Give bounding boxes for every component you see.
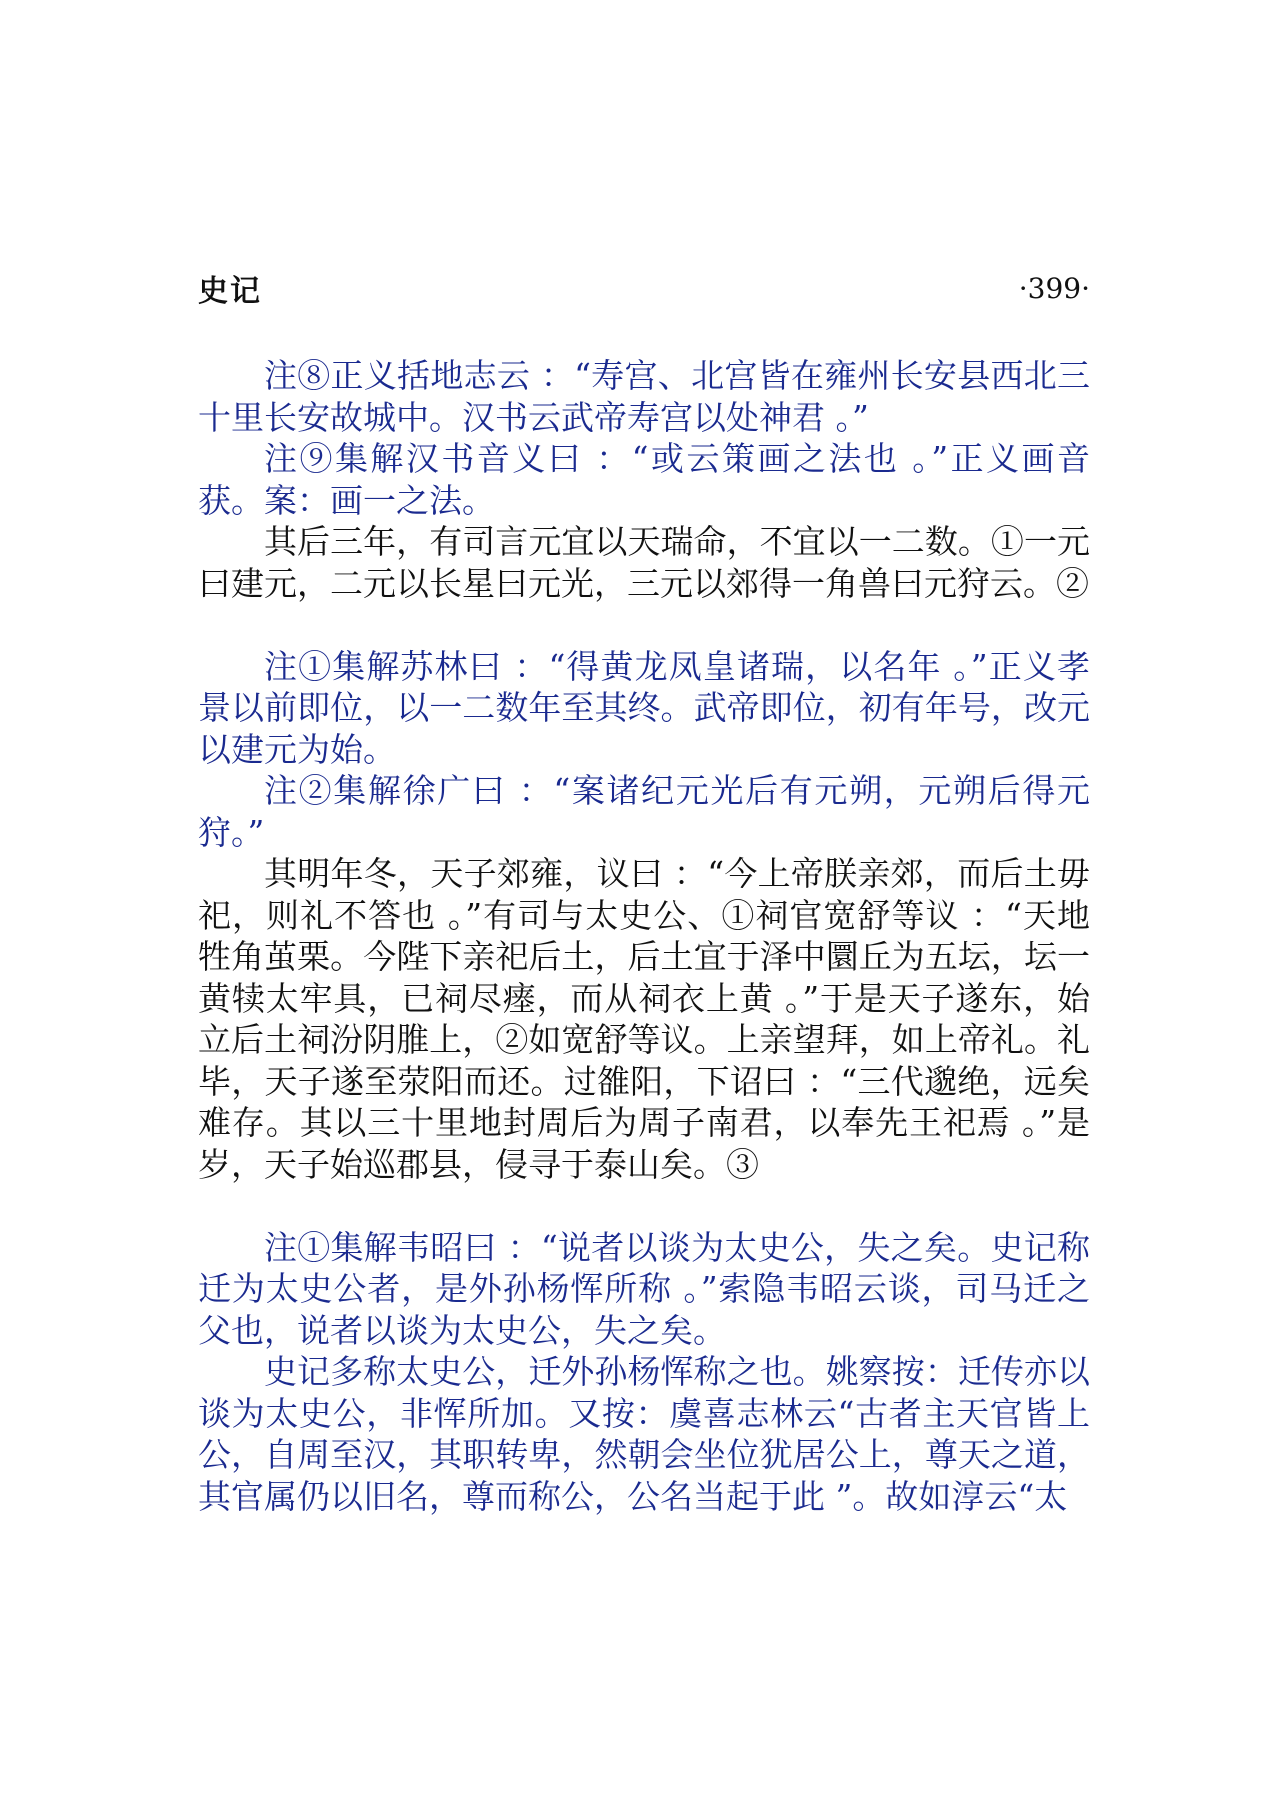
main-text-paragraph: 其后三年，有司言元宜以天瑞命，不宜以一二数。①一元曰建元，二元以长星曰元光，三元以郊得一角兽曰元狩云。② <box>198 522 1090 603</box>
annotation-paragraph: 注⑧正义括地志云 ：“寿宫、北宫皆在雍州长安县西北三十里长安故城中。汉书云武帝寿宫以处神君 。” <box>198 356 1090 437</box>
page-number: ·399· <box>1018 271 1090 305</box>
page-header <box>198 264 1090 312</box>
paragraph-gap <box>198 604 1090 646</box>
annotation-paragraph: 注①集解苏林曰 ：“得黄龙凤皇诸瑞，以名年 。”正义孝景以前即位，以一二数年至其终。武帝即位，初有年号，改元以建元为始。 <box>198 646 1090 769</box>
annotation-paragraph: 史记多称太史公，迁外孙杨恽称之也。姚察按：迁传亦以谈为太史公，非恽所加。又按：虞喜志林云“古者主天官皆上公，自周至汉，其职转卑，然朝会坐位犹居公上，尊天之道，其官属仍以旧名，尊而称公，公名当起于此 ”。故如淳云“太 <box>198 1352 1090 1516</box>
paragraph-gap <box>198 1185 1090 1227</box>
annotation-paragraph: 注①集解韦昭曰 ：“说者以谈为太史公，失之矣。史记称迁为太史公者，是外孙杨恽所称 。”索隐韦昭云谈，司马迁之父也，说者以谈为太史公，失之矣。 <box>198 1227 1090 1350</box>
page-body <box>198 355 1090 1517</box>
running-title: 史记 <box>198 274 262 309</box>
annotation-paragraph: 注②集解徐广曰 ：“案诸纪元光后有元朔，元朔后得元狩。” <box>198 771 1090 852</box>
main-text-paragraph: 其明年冬，天子郊雍，议曰 ：“今上帝朕亲郊，而后土毋祀，则礼不答也 。”有司与太史公、①祠官宽舒等议 ：“天地牲角茧栗。今陛下亲祀后土，后土宜于泽中圜丘为五坛，坛一黄犊太牢具，已祠尽瘗，而从祠衣上黄 。”于是天子遂东，始立后土祠汾阴脽上，②如宽舒等议。上亲望拜，如上帝礼。礼毕，天子遂至荥阳而还。过雒阳，下诏曰 ：“三代邈绝，远矣难存。其以三十里地封周后为周子南君，以奉先王祀焉 。”是岁，天子始巡郡县，侵寻于泰山矣。③ <box>198 854 1090 1184</box>
annotation-paragraph: 注⑨集解汉书音义曰 ：“或云策画之法也 。”正义画音获。案：画一之法。 <box>198 439 1090 520</box>
